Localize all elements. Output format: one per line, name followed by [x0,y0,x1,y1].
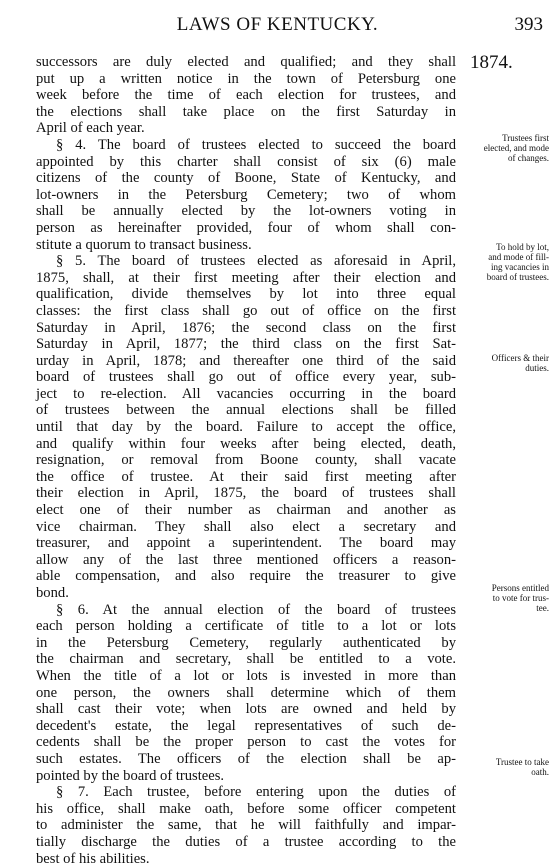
margin-note-trustees-first [461,133,549,163]
text-line: treasurer, and appoint a superintendent. The board may [36,535,456,552]
text-line: stitute a quorum to transact business. [36,237,456,254]
text-line: able compensation, and also require the treasurer to give [36,568,456,585]
text-line: § 5. The board of trustees elected as aforesaid in April, [36,253,456,270]
margin-note-line: board of trustees. [461,272,549,282]
margin-note-line: elected, and mode [461,143,549,153]
text-line: bond. [36,585,456,602]
margin-note-line: Persons entitled [461,583,549,593]
text-line: lot-owners in the Petersburg Cemetery; two of whom [36,187,456,204]
text-line: § 7. Each trustee, before entering upon the duties of [36,784,456,801]
text-line: their election in April, 1875, the board of trustees shall [36,485,456,502]
margin-note-persons-entitled [461,583,549,613]
text-line: one person, the owners shall determine which of them [36,685,456,702]
margin-year: 1874. [470,52,513,74]
text-line: § 4. The board of trustees elected to succeed the board [36,137,456,154]
text-line: shall be annually elected by the lot-owners voting in [36,203,456,220]
text-line: April of each year. [36,120,456,137]
margin-note-line: To hold by lot, [461,242,549,252]
text-line: board of trustees shall go out of office every year, sub- [36,369,456,386]
margin-note-line: oath. [461,767,549,777]
text-line: Saturday in April, 1876; the second class on the first [36,320,456,337]
text-line: ject to re-election. All vacancies occurring in the board [36,386,456,403]
text-line: week before the time of each election for trustees, and [36,87,456,104]
text-line: best of his abilities. [36,851,456,867]
text-line: put up a written notice in the town of Petersburg one [36,71,456,88]
margin-note-trustee-oath [461,757,549,777]
margin-note-line: Trustees first [461,133,549,143]
text-line: decedent's estate, the legal representatives of such de- [36,718,456,735]
margin-note-to-hold [461,242,549,282]
text-line: shall cast their vote; when lots are owned and held by [36,701,456,718]
margin-note-line: duties. [461,363,549,373]
text-line: appointed by this charter shall consist of six (6) male [36,154,456,171]
text-line: and qualify within four weeks after being elected, death, [36,436,456,453]
text-line: the elections shall take place on the first Saturday in [36,104,456,121]
text-line: in the Petersburg Cemetery, regularly authenticated by [36,635,456,652]
text-line: pointed by the board of trustees. [36,768,456,785]
text-line: successors are duly elected and qualified; and they shall [36,54,456,71]
page-number: 393 [515,14,544,36]
statute-body [36,54,456,867]
text-line: When the title of a lot or lots is invested in more than [36,668,456,685]
margin-note-line: Officers & their [461,353,549,363]
text-line: the office of trustee. At their said first meeting after [36,469,456,486]
margin-note-line: and mode of fill- [461,252,549,262]
text-line: such estates. The officers of the election shall be ap- [36,751,456,768]
text-line: until that day by the board. Failure to accept the office, [36,419,456,436]
text-line: Saturday in April, 1877; the third class on the first Sat- [36,336,456,353]
margin-note-line: Trustee to take [461,757,549,767]
text-line: of trustees between the annual elections shall be filled [36,402,456,419]
margin-note-line: of changes. [461,153,549,163]
text-line: the chairman and secretary, shall be entitled to a vote. [36,651,456,668]
text-line: qualification, divide themselves by lot into three equal [36,286,456,303]
text-line: person as hereinafter provided, four of whom shall con- [36,220,456,237]
text-line: cedents shall be the proper person to cast the votes for [36,734,456,751]
text-line: his office, shall make oath, before some officer competent [36,801,456,818]
text-line: classes: the first class shall go out of office on the first [36,303,456,320]
text-line: 1875, shall, at their first meeting after their election and [36,270,456,287]
text-line: § 6. At the annual election of the board of trustees [36,602,456,619]
text-line: each person holding a certificate of title to a lot or lots [36,618,456,635]
text-line: resignation, or removal from Boone county, shall vacate [36,452,456,469]
text-line: to administer the same, that he will faithfully and impar- [36,817,456,834]
margin-note-line: tee. [461,603,549,613]
text-line: elect one of their number as chairman and another as [36,502,456,519]
margin-note-line: to vote for trus- [461,593,549,603]
text-line: vice chairman. They shall also elect a secretary and [36,519,456,536]
text-line: allow any of the last three mentioned officers a reason- [36,552,456,569]
text-line: citizens of the county of Boone, State of Kentucky, and [36,170,456,187]
text-line: urday in April, 1878; and thereafter one third of the said [36,353,456,370]
margin-note-line: ing vacancies in [461,262,549,272]
running-header-title: LAWS OF KENTUCKY. [0,14,555,36]
text-line: tially discharge the duties of a trustee according to the [36,834,456,851]
margin-note-officers [461,353,549,373]
